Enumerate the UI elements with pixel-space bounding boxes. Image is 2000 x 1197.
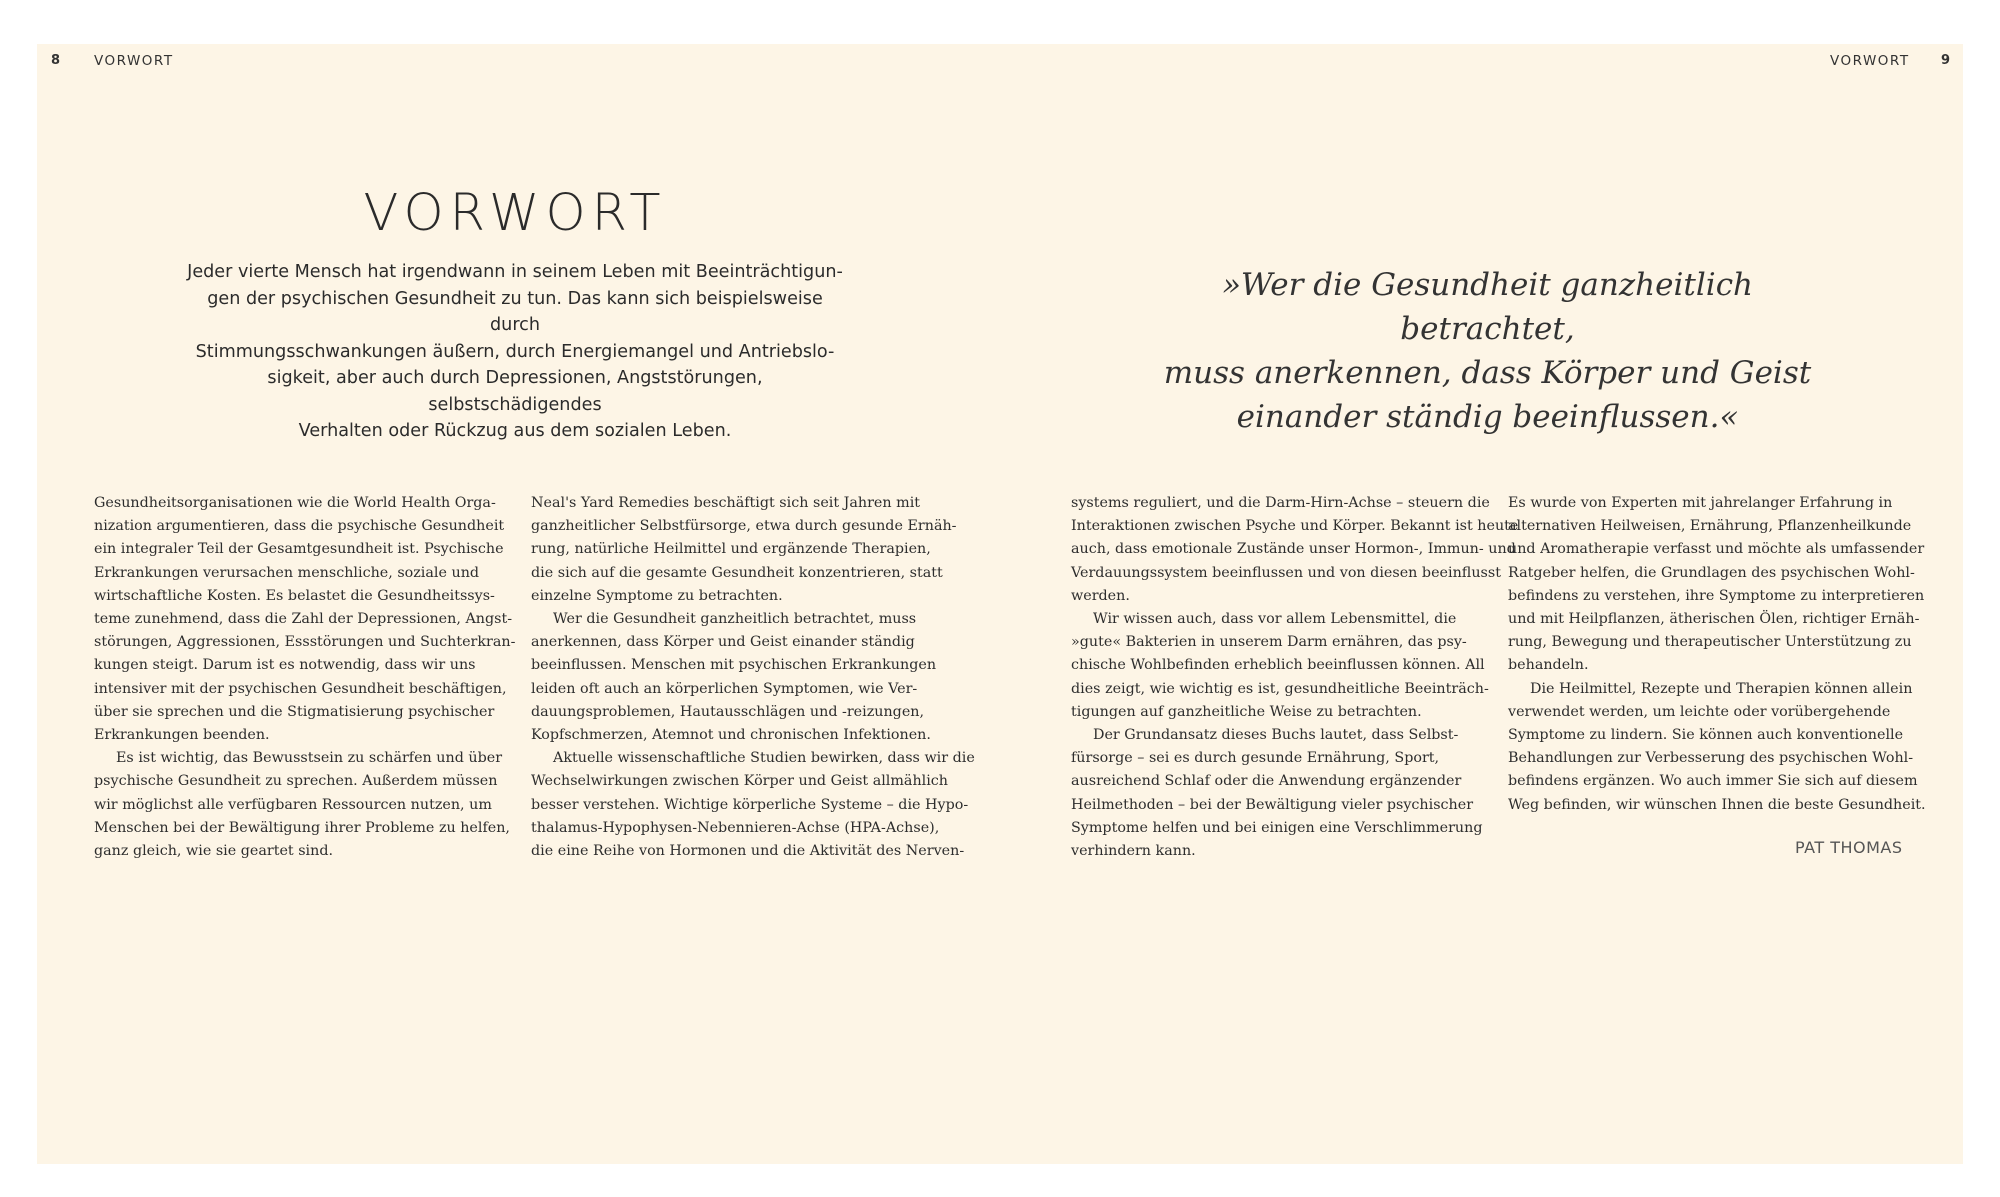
text-line: anerkennen, dass Körper und Geist einander ständig [531,634,915,651]
text-line: Gesundheitsorganisationen wie die World Health Orga- [94,495,496,511]
text-line: ausreichend Schlaf oder die Anwendung ergänzender [1071,773,1462,790]
text-line: Wechselwirkungen zwischen Körper und Geist allmählich [531,773,949,790]
text-line: Erkrankungen verursachen menschliche, soziale und [94,564,480,581]
text-line: einzelne Symptome zu betrachten. [531,587,783,604]
text-line: Interaktionen zwischen Psyche und Körper. Bekannt ist heute [1071,518,1519,535]
text-line: ganzheitlicher Selbstfürsorge, etwa durch gesunde Ernäh- [531,518,957,535]
pull-quote [1135,263,1840,439]
text-line: Weg befinden, wir wünschen Ihnen die beste Gesundheit. [1508,796,1926,813]
text-line: auch, dass emotionale Zustände unser Hormon-, Immun- und [1071,541,1516,558]
text-line: störungen, Aggressionen, Essstörungen und Suchterkran- [94,634,516,651]
text-line: teme zunehmend, dass die Zahl der Depressionen, Angst- [94,611,513,628]
text-line: nization argumentieren, dass die psychische Gesundheit [94,518,505,535]
text-line: wirtschaftliche Kosten. Es belastet die Gesundheitssys- [94,587,495,604]
text-line: Symptome helfen und bei einigen eine Verschlimmerung [1071,819,1483,836]
text-line: verhindern kann. [1071,843,1196,860]
text-column-1 [94,492,514,863]
right-running-head: VORWORT [1830,53,1910,69]
text-line: rung, natürliche Heilmittel und ergänzende Therapien, [531,541,931,558]
text-line: Ratgeber helfen, die Grundlagen des psychischen Wohl- [1508,564,1915,581]
text-line: Menschen bei der Bewältigung ihrer Probleme zu helfen, [94,819,510,836]
text-line: intensiver mit der psychischen Gesundheit beschäftigen, [94,680,507,697]
text-column-4 [1508,492,1928,817]
text-line: Wer die Gesundheit ganzheitlich betrachtet, muss [553,611,917,628]
intro-line: gen der psychischen Gesundheit zu tun. Das kann sich beispielsweise durch [207,288,823,335]
intro-line: Verhalten oder Rückzug aus dem sozialen Leben. [298,421,732,441]
text-line: besser verstehen. Wichtige körperliche Systeme – die Hypo- [531,796,969,813]
text-line: Verdauungssystem beeinflussen und von diesen beeinflusst [1071,564,1501,581]
text-line: tigungen auf ganzheitliche Weise zu betrachten. [1071,703,1422,720]
text-line: Kopfschmerzen, Atemnot und chronischen Infektionen. [531,727,931,744]
text-line: rung, Bewegung und therapeutischer Unterstützung zu [1508,634,1912,651]
text-line: beeinflussen. Menschen mit psychischen Erkrankungen [531,657,937,674]
intro-line: Jeder vierte Mensch hat irgendwann in seinem Leben mit Beeinträchtigun- [187,262,843,282]
left-page-number: 8 [51,53,61,68]
quote-line: »Wer die Gesundheit ganzheitlich betrachtet, [1221,267,1754,347]
text-line: dauungsproblemen, Hautausschlägen und -reizungen, [531,703,925,720]
intro-paragraph [185,259,845,445]
quote-line: einander ständig beeinflussen.« [1236,399,1739,435]
text-line: befindens ergänzen. Wo auch immer Sie sich auf diesem [1508,773,1918,790]
text-line: Es wurde von Experten mit jahrelanger Erfahrung in [1508,495,1893,511]
text-line: Neal's Yard Remedies beschäftigt sich seit Jahren mit [531,495,921,511]
text-line: Es ist wichtig, das Bewusstsein zu schärfen und über [116,750,503,767]
text-line: chische Wohlbefinden erheblich beeinflussen können. All [1071,657,1485,674]
text-line: behandeln. [1508,657,1589,674]
text-line: Heilmethoden – bei der Bewältigung vieler psychischer [1071,796,1474,813]
text-line: ein integraler Teil der Gesamtgesundheit ist. Psychische [94,541,504,558]
text-line: »gute« Bakterien in unserem Darm ernähren, das psy- [1071,634,1467,651]
text-line: thalamus-Hypophysen-Nebennieren-Achse (HPA-Achse), [531,819,940,836]
text-line: die sich auf die gesamte Gesundheit konzentrieren, statt [531,564,943,581]
intro-line: Stimmungsschwankungen äußern, durch Energiemangel und Antriebslo- [195,341,835,362]
text-line: Symptome zu lindern. Sie können auch konventionelle [1508,727,1904,744]
quote-line: muss anerkennen, dass Körper und Geist [1163,355,1812,391]
text-line: Der Grundansatz dieses Buchs lautet, dass Selbst- [1093,727,1459,744]
text-line: Behandlungen zur Verbesserung des psychischen Wohl- [1508,750,1914,767]
right-page-number: 9 [1941,53,1951,68]
text-line: und Aromatherapie verfasst und möchte als umfassender [1508,541,1925,558]
text-line: fürsorge – sei es durch gesunde Ernährung, Sport, [1071,750,1440,767]
text-line: Die Heilmittel, Rezepte und Therapien können allein [1530,680,1913,697]
page-title: VORWORT [363,184,667,243]
text-line: leiden oft auch an körperlichen Symptomen, wie Ver- [531,680,918,697]
text-line: ganz gleich, wie sie geartet sind. [94,843,334,860]
text-column-3 [1071,492,1519,863]
text-line: systems reguliert, und die Darm-Hirn-Achse – steuern die [1071,495,1490,511]
text-line: verwendet werden, um leichte oder vorübergehende [1508,703,1891,720]
text-line: Aktuelle wissenschaftliche Studien bewirken, dass wir die [553,750,975,767]
text-line: über sie sprechen und die Stigmatisierung psychischer [94,703,495,720]
text-line: alternativen Heilweisen, Ernährung, Pflanzenheilkunde [1508,518,1912,535]
text-line: psychische Gesundheit zu sprechen. Außerdem müssen [94,773,498,790]
text-line: Wir wissen auch, dass vor allem Lebensmittel, die [1093,611,1457,628]
text-line: dies zeigt, wie wichtig es ist, gesundheitliche Beeinträch- [1071,680,1489,697]
text-line: wir möglichst alle verfügbaren Ressourcen nutzen, um [94,796,492,813]
text-line: befindens zu verstehen, ihre Symptome zu interpretieren [1508,587,1925,604]
text-line: kungen steigt. Darum ist es notwendig, dass wir uns [94,657,476,674]
text-column-2 [531,492,975,863]
text-line: und mit Heilpflanzen, ätherischen Ölen, richtiger Ernäh- [1508,611,1920,628]
intro-line: sigkeit, aber auch durch Depressionen, Angststörungen, selbstschädigendes [267,368,763,415]
text-line: die eine Reihe von Hormonen und die Aktivität des Nerven- [531,843,965,860]
text-line: werden. [1071,587,1130,604]
left-running-head: VORWORT [94,53,174,69]
text-line: Erkrankungen beenden. [94,727,270,744]
author-signature: PAT THOMAS [1795,838,1903,857]
